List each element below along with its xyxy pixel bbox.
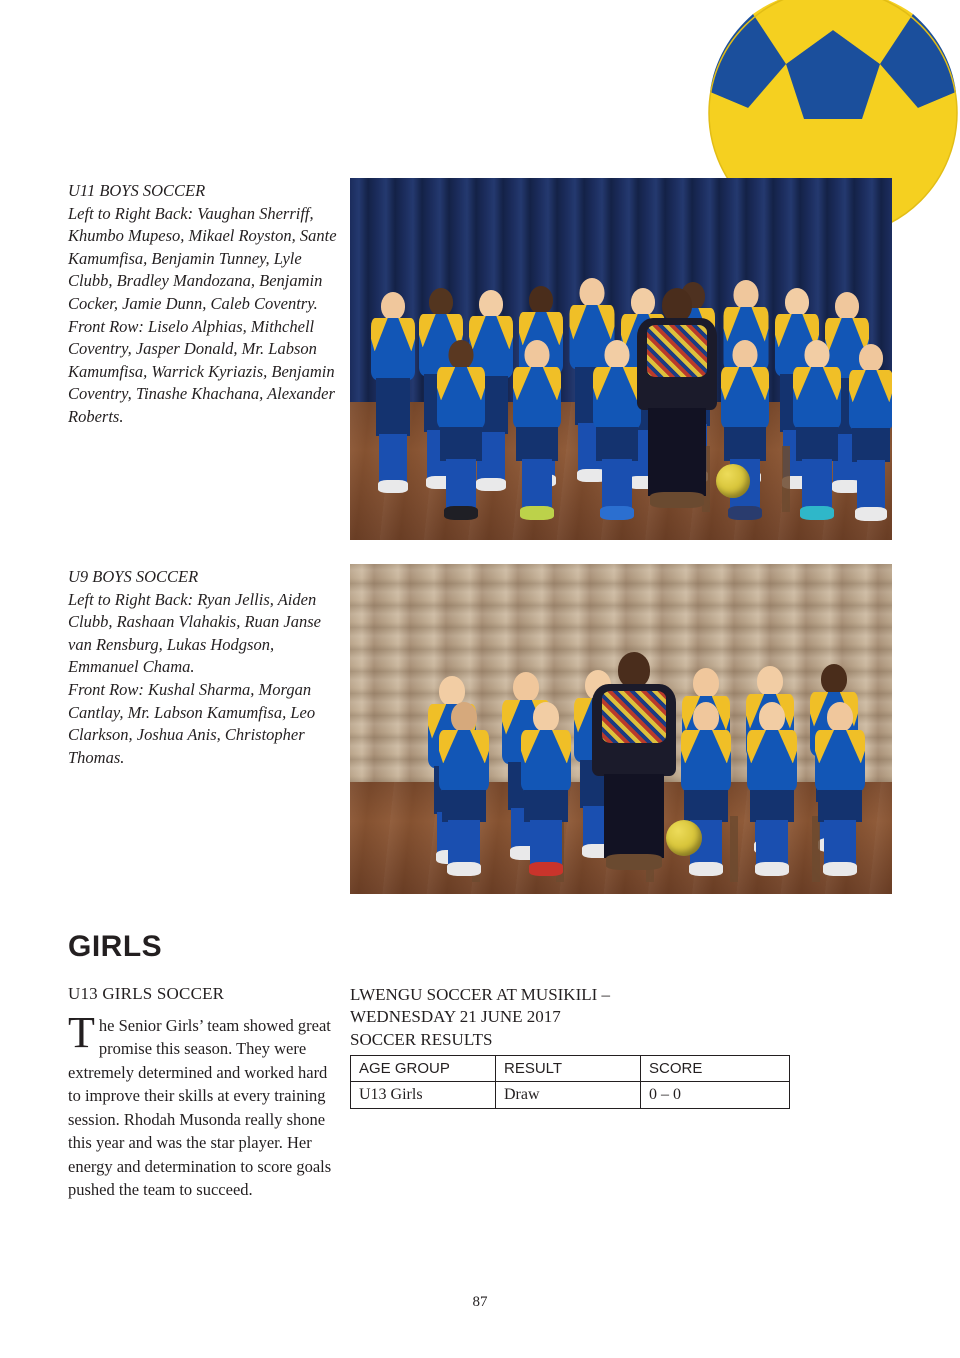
u9-caption-back: Left to Right Back: Ryan Jellis, Aiden Clubb, Rashaan Vlahakis, Ruan Janse van Rensburg, Lukas Hodgson, Emmanuel Chama.: [68, 589, 321, 677]
soccer-results-table: [350, 1055, 790, 1109]
cell-result: Draw: [496, 1082, 641, 1109]
u9-caption-block: [68, 566, 340, 769]
u9-title: U9 BOYS SOCCER: [68, 567, 199, 586]
column-header-result: RESULT: [496, 1056, 641, 1082]
u11-caption-block: [68, 180, 340, 429]
results-heading-line3: SOCCER RESULTS: [350, 1029, 493, 1049]
column-header-age-group: AGE GROUP: [351, 1056, 496, 1082]
table-row: [351, 1082, 790, 1109]
u9-caption-front: Front Row: Kushal Sharma, Morgan Cantlay, Mr. Labson Kamumfisa, Leo Clarkson, Joshua Anis, Christopher Thomas.: [68, 679, 316, 767]
results-heading-line2: WEDNESDAY 21 JUNE 2017: [350, 1007, 561, 1027]
girls-section-heading: GIRLS: [68, 930, 163, 963]
u11-team-photo: [350, 178, 892, 540]
u11-caption-back: Left to Right Back: Vaughan Sherriff, Khumbo Mupeso, Mikael Royston, Sante Kamumfisa, Benjamin Tunney, Lyle Clubb, Bradley Mandozana, Benjamin Cocker, Jamie Dunn, Caleb Coventry.: [68, 203, 337, 313]
cell-age-group: U13 Girls: [351, 1082, 496, 1109]
u9-team-photo: [350, 564, 892, 894]
results-heading-line1: LWENGU SOCCER AT MUSIKILI –: [350, 985, 611, 1004]
table-header-row: [351, 1056, 790, 1082]
cell-score: 0 – 0: [641, 1082, 790, 1109]
u13-girls-body: The Senior Girls’ team showed great promise this season. They were extremely determined and worked hard to improve their skills at every training session. Rhodah Musonda really shone this year and was the star player. Her energy and determination to score goals pushed the team to succeed.: [68, 1008, 332, 1199]
u13-girls-subheading: U13 GIRLS SOCCER: [68, 984, 225, 1003]
results-table-wrapper: [350, 1055, 790, 1109]
u9-caption: [68, 566, 340, 769]
column-header-score: SCORE: [641, 1056, 790, 1082]
u11-caption: [68, 180, 340, 429]
results-heading: [350, 984, 770, 1051]
page-number: 87: [472, 1294, 488, 1310]
u11-caption-front: Front Row: Liselo Alphias, Mithchell Coventry, Jasper Donald, Mr. Labson Kamumfisa, Warrick Kyriazis, Benjamin Coventry, Tinashe Khachana, Alexander Roberts.: [68, 316, 335, 426]
u11-title: U11 BOYS SOCCER: [68, 181, 206, 200]
